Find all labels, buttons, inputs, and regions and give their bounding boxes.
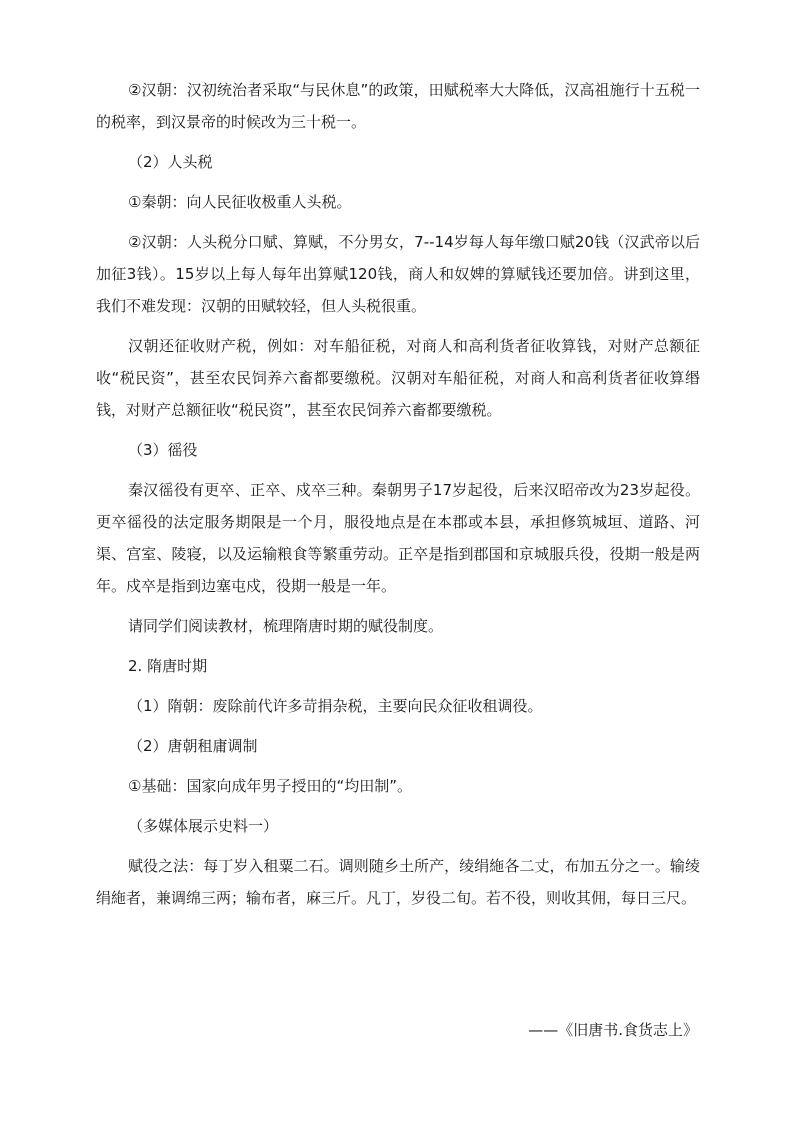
paragraph-multimedia-note: （多媒体展示史料一） [128, 817, 279, 835]
heading-tang-zuyongdiao: （2）唐朝租庸调制 [128, 737, 258, 755]
paragraph-qin-han-corvee: 秦汉徭役有更卒、正卒、戍卒三种。秦朝男子17岁起役，后来汉昭帝改为23岁起役。更卒徭役的法定服务期限是一个月，服役地点是在本郡或本县，承担修筑城垣、道路、河渠、宫室、陵寝，以及运输粮食等繁重劳动。正卒是指到郡国和京城服兵役，役期一般是两年。戍卒是指到边塞屯戍，役期一般是一年。 [96, 481, 700, 595]
paragraph-sui-dynasty: （1）隋朝：废除前代许多苛捐杂税，主要向民众征收租调役。 [128, 697, 543, 715]
paragraph-qin-poll-tax: ①秦朝：向人民征收极重人头税。 [128, 193, 352, 211]
document-body [96, 74, 700, 922]
heading-poll-tax: （2）人头税 [128, 153, 213, 171]
paragraph-han-poll-tax: ②汉朝：人头税分口赋、算赋，不分男女，7--14岁每人每年缴口赋20钱（汉武帝以后加征3钱）。15岁以上每人每年出算赋120钱，商人和奴婢的算赋钱还要加倍。讲到这里，我们不难发现：汉朝的田赋较轻，但人头税很重。 [96, 233, 700, 315]
source-citation: ——《旧唐书.食货志上》 [528, 1021, 698, 1039]
paragraph-reading-prompt: 请同学们阅读教材，梳理隋唐时期的赋役制度。 [128, 617, 444, 635]
paragraph-historical-source-quote: 赋役之法：每丁岁入租粟二石。调则随乡土所产，绫绢絁各二丈，布加五分之一。输绫绢絁者，兼调绵三两；输布者，麻三斤。凡丁，岁役二旬。若不役，则收其佣，每日三尺。 [96, 857, 700, 907]
paragraph-tang-basis: ①基础：国家向成年男子授田的“均田制”。 [128, 777, 412, 795]
paragraph-han-land-tax: ②汉朝：汉初统治者采取“与民休息”的政策，田赋税率大大降低，汉高祖施行十五税一的税率，到汉景帝的时候改为三十税一。 [96, 81, 700, 131]
paragraph-han-property-tax: 汉朝还征收财产税，例如：对车船征税，对商人和高利货者征收算钱，对财产总额征收“税民资”，甚至农民饲养六畜都要缴税。汉朝对车船征税，对商人和高利货者征收算缗钱，对财产总额征收“税民资”，甚至农民饲养六畜都要缴税。 [96, 337, 700, 419]
heading-sui-tang: 2. 隋唐时期 [128, 657, 208, 675]
heading-corvee: （3）徭役 [128, 441, 198, 459]
